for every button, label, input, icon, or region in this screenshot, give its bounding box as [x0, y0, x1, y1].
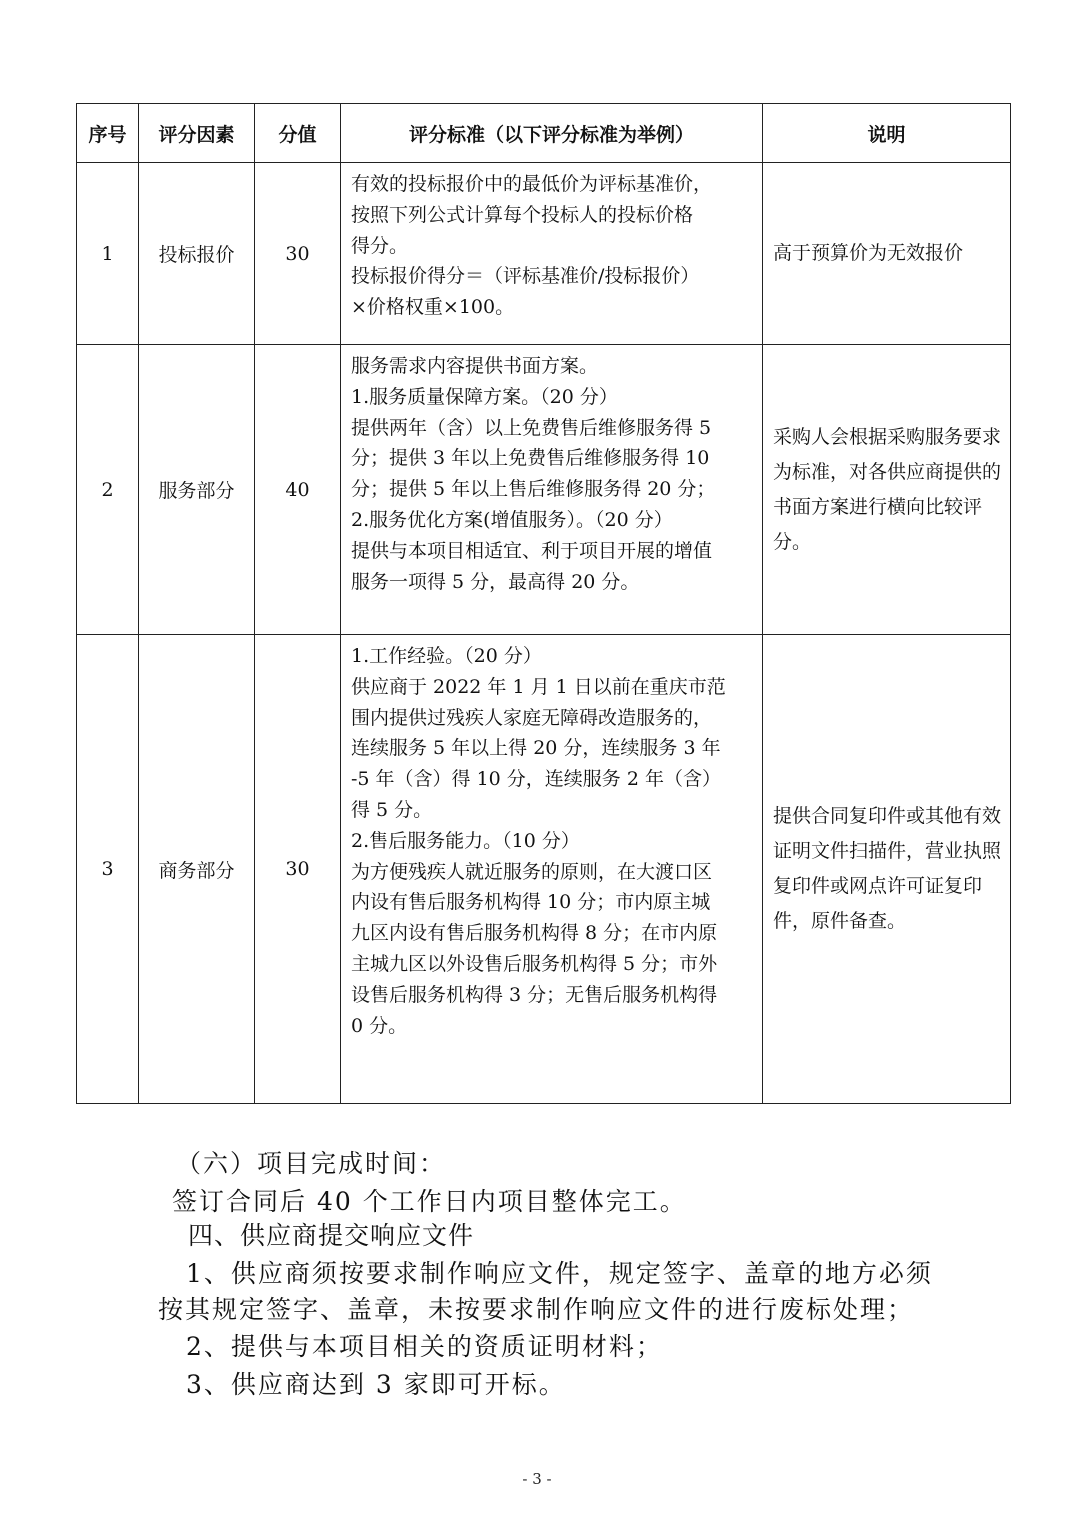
table-row — [77, 163, 1011, 345]
criteria-line: 为方便残疾人就近服务的原则，在大渡口区 — [351, 860, 713, 883]
criteria-line: 得分。 — [351, 234, 409, 257]
row-no: 3 — [77, 635, 139, 1104]
scoring-table — [76, 103, 1011, 1104]
criteria-line: 提供两年（含）以上免费售后维修服务得 5 — [351, 416, 712, 439]
criteria-line: 有效的投标报价中的最低价为评标基准价， — [351, 173, 713, 195]
row-note: 采购人会根据采购服务要求为标准，对各供应商提供的书面方案进行横向比较评分。 — [763, 345, 1011, 635]
header-no: 序号 — [77, 104, 139, 163]
section6-title: （六）项目完成时间： — [176, 1149, 447, 1178]
section6-text: 签订合同后 40 个工作日内项目整体完工。 — [172, 1187, 687, 1216]
header-criteria: 评分标准（以下评分标准为举例） — [341, 104, 763, 163]
page-number: - 3 - — [522, 1470, 552, 1488]
table-row — [77, 635, 1011, 1104]
row-score: 30 — [255, 635, 341, 1104]
header-note: 说明 — [763, 104, 1011, 163]
criteria-line: -5 年（含）得 10 分，连续服务 2 年（含） — [351, 768, 721, 791]
criteria-line: 分；提供 5 年以上售后维修服务得 20 分； — [351, 478, 716, 501]
row-factor: 投标报价 — [139, 163, 255, 345]
criteria-line: ×价格权重×100。 — [351, 296, 515, 319]
criteria-line: 内设有售后服务机构得 10 分；市内原主城 — [351, 891, 711, 914]
row-score: 40 — [255, 345, 341, 635]
criteria-line: 1.服务质量保障方案。（20 分） — [351, 385, 618, 408]
header-factor: 评分因素 — [139, 104, 255, 163]
criteria-line: 2.服务优化方案(增值服务）。（20 分） — [351, 508, 673, 531]
table-header-row — [77, 104, 1011, 163]
item1-line2: 按其规定签字、盖章，未按要求制作响应文件的进行废标处理； — [158, 1295, 915, 1324]
criteria-line: 1.工作经验。（20 分） — [351, 645, 542, 667]
row-note: 提供合同复印件或其他有效证明文件扫描件，营业执照复印件或网点许可证复印件，原件备查。 — [763, 635, 1011, 1104]
criteria-line: 投标报价得分＝（评标基准价/投标报价） — [351, 265, 700, 288]
item2: 2、提供与本项目相关的资质证明材料； — [186, 1332, 663, 1361]
item1-line1: 1、供应商须按要求制作响应文件，规定签字、盖章的地方必须 — [186, 1259, 933, 1288]
row-criteria — [341, 635, 763, 1104]
row-score: 30 — [255, 163, 341, 345]
criteria-line: 主城九区以外设售后服务机构得 5 分；市外 — [351, 952, 718, 975]
criteria-line: 供应商于 2022 年 1 月 1 日以前在重庆市范 — [351, 675, 726, 698]
row-criteria — [341, 345, 763, 635]
row-factor: 服务部分 — [139, 345, 255, 635]
row-criteria — [341, 163, 763, 345]
criteria-line: 九区内设有售后服务机构得 8 分；在市内原 — [351, 922, 718, 945]
row-note: 高于预算价为无效报价 — [763, 163, 1011, 345]
criteria-line: 2.售后服务能力。（10 分） — [351, 829, 580, 852]
criteria-line: 设售后服务机构得 3 分；无售后服务机构得 — [351, 983, 718, 1006]
header-score: 分值 — [255, 104, 341, 163]
criteria-line: 分；提供 3 年以上免费售后维修服务得 10 — [351, 447, 710, 470]
row-no: 2 — [77, 345, 139, 635]
section4-title: 四、供应商提交响应文件 — [188, 1221, 475, 1250]
criteria-line: 得 5 分。 — [351, 798, 433, 821]
criteria-line: 按照下列公式计算每个投标人的投标价格 — [351, 203, 694, 226]
criteria-line: 提供与本项目相适宜、利于项目开展的增值 — [351, 539, 713, 562]
criteria-line: 服务需求内容提供书面方案。 — [351, 355, 599, 377]
row-no: 1 — [77, 163, 139, 345]
item3: 3、供应商达到 3 家即可开标。 — [186, 1370, 566, 1399]
criteria-line: 0 分。 — [351, 1014, 408, 1037]
criteria-line: 围内提供过残疾人家庭无障碍改造服务的， — [351, 706, 713, 729]
row-factor: 商务部分 — [139, 635, 255, 1104]
criteria-line: 服务一项得 5 分，最高得 20 分。 — [351, 570, 640, 593]
criteria-line: 连续服务 5 年以上得 20 分，连续服务 3 年 — [351, 737, 721, 760]
table-row — [77, 345, 1011, 635]
